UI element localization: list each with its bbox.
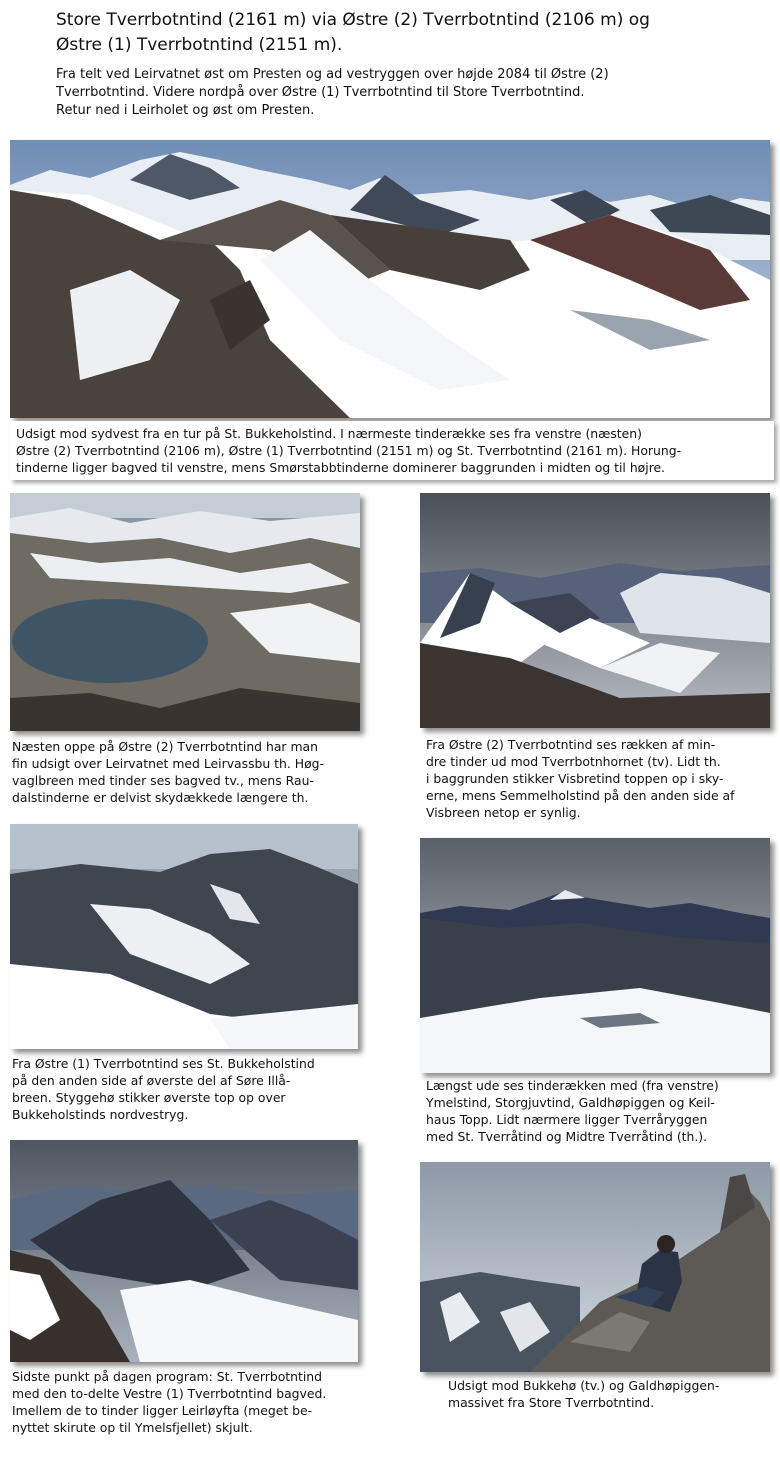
caption-line: på den anden side af øverste del af Søre Illå- (12, 1073, 291, 1088)
photo-summit-view (420, 1162, 770, 1372)
caption-line: vaglbreen med tinder ses bagved tv., mens Rau- (12, 773, 314, 788)
caption-tverrbotnhornet (426, 736, 771, 821)
intro-paragraph (56, 66, 716, 120)
caption-line: tinderne ligger bagved til venstre, mens Smørstabbtinderne dominerer baggrunden i midten og til højre. (16, 460, 666, 475)
caption-line: fin udsigt over Leirvatnet med Leirvassbu th. Høg- (12, 756, 325, 771)
caption-line: Fra Østre (1) Tverrbotntind ses St. Bukkeholstind (12, 1056, 315, 1071)
photo-bukkeholstind (10, 824, 358, 1049)
photo-panorama-southwest (10, 140, 770, 418)
photo-ymelstind-range (420, 838, 770, 1073)
caption-line: Fra Østre (2) Tverrbotntind ses rækken af min- (426, 737, 716, 752)
caption-line: massivet fra Store Tverrbotntind. (448, 1395, 655, 1410)
caption-ymelstind-range (426, 1077, 771, 1145)
caption-line: Udsigt mod sydvest fra en tur på St. Bukkeholstind. I nærmeste tinderække ses fra venstre (næsten) (16, 426, 642, 441)
caption-line: Østre (2) Tverrbotntind (2106 m), Østre (1) Tverrbotntind (2151 m) og St. Tverrbotntind (2161 m). Horung- (16, 443, 682, 458)
caption-line: Længst ude ses tinderækken med (fra venstre) (426, 1078, 719, 1093)
caption-line: haus Topp. Lidt nærmere ligger Tverråryggen (426, 1112, 708, 1127)
caption-line: nyttet skirute op til Ymelsfjellet) skjult. (12, 1420, 253, 1435)
page-title-line-2: Østre (1) Tverrbotntind (2151 m). (56, 35, 343, 55)
caption-line: Visbreen netop er synlig. (426, 805, 581, 820)
page-title-line-1: Store Tverrbotntind (2161 m) via Østre (2) Tverrbotntind (2106 m) og (56, 10, 650, 30)
caption-summit-view (448, 1377, 770, 1411)
photo-leirvatnet (10, 493, 360, 731)
caption-bukkeholstind (12, 1055, 362, 1123)
caption-leirvatnet (12, 738, 362, 806)
caption-line: dre tinder ud mod Tverrbotnhornet (tv). Lidt th. (426, 754, 721, 769)
intro-line-2: Tverrbotntind. Videre nordpå over Østre (1) Tverrbotntind til Store Tverrbotntind. (56, 85, 585, 100)
caption-line: med den to-delte Vestre (1) Tverrbotntind bagved. (12, 1386, 327, 1401)
page-title (56, 8, 756, 58)
photo-tverrbotnhornet (420, 493, 770, 728)
caption-line: Udsigt mod Bukkehø (tv.) og Galdhøpiggen- (448, 1378, 720, 1393)
caption-line: erne, mens Semmelholstind på den anden side af (426, 788, 735, 803)
intro-line-1: Fra telt ved Leirvatnet øst om Presten og ad vestryggen over højde 2084 til Østre (2) (56, 67, 609, 82)
caption-line: Næsten oppe på Østre (2) Tverrbotntind har man (12, 739, 318, 754)
caption-line: Sidste punkt på dagen program: St. Tverrbotntind (12, 1369, 323, 1384)
caption-panorama (10, 421, 774, 480)
caption-line: dalstinderne er delvist skydækkede længere th. (12, 790, 309, 805)
photo-st-tverrbotntind (10, 1140, 358, 1362)
caption-line: med St. Tverråtind og Midtre Tverråtind (th.). (426, 1129, 708, 1144)
intro-line-3: Retur ned i Leirholet og øst om Presten. (56, 103, 315, 118)
caption-st-tverrbotntind (12, 1368, 362, 1436)
caption-line: Ymelstind, Storgjuvtind, Galdhøpiggen og Keil- (426, 1095, 715, 1110)
caption-line: Bukkeholstinds nordvestryg. (12, 1107, 189, 1122)
caption-line: i baggrunden stikker Visbretind toppen op i sky- (426, 771, 724, 786)
caption-line: breen. Styggehø stikker øverste top op over (12, 1090, 286, 1105)
caption-line: Imellem de to tinder ligger Leirløyfta (meget be- (12, 1403, 313, 1418)
